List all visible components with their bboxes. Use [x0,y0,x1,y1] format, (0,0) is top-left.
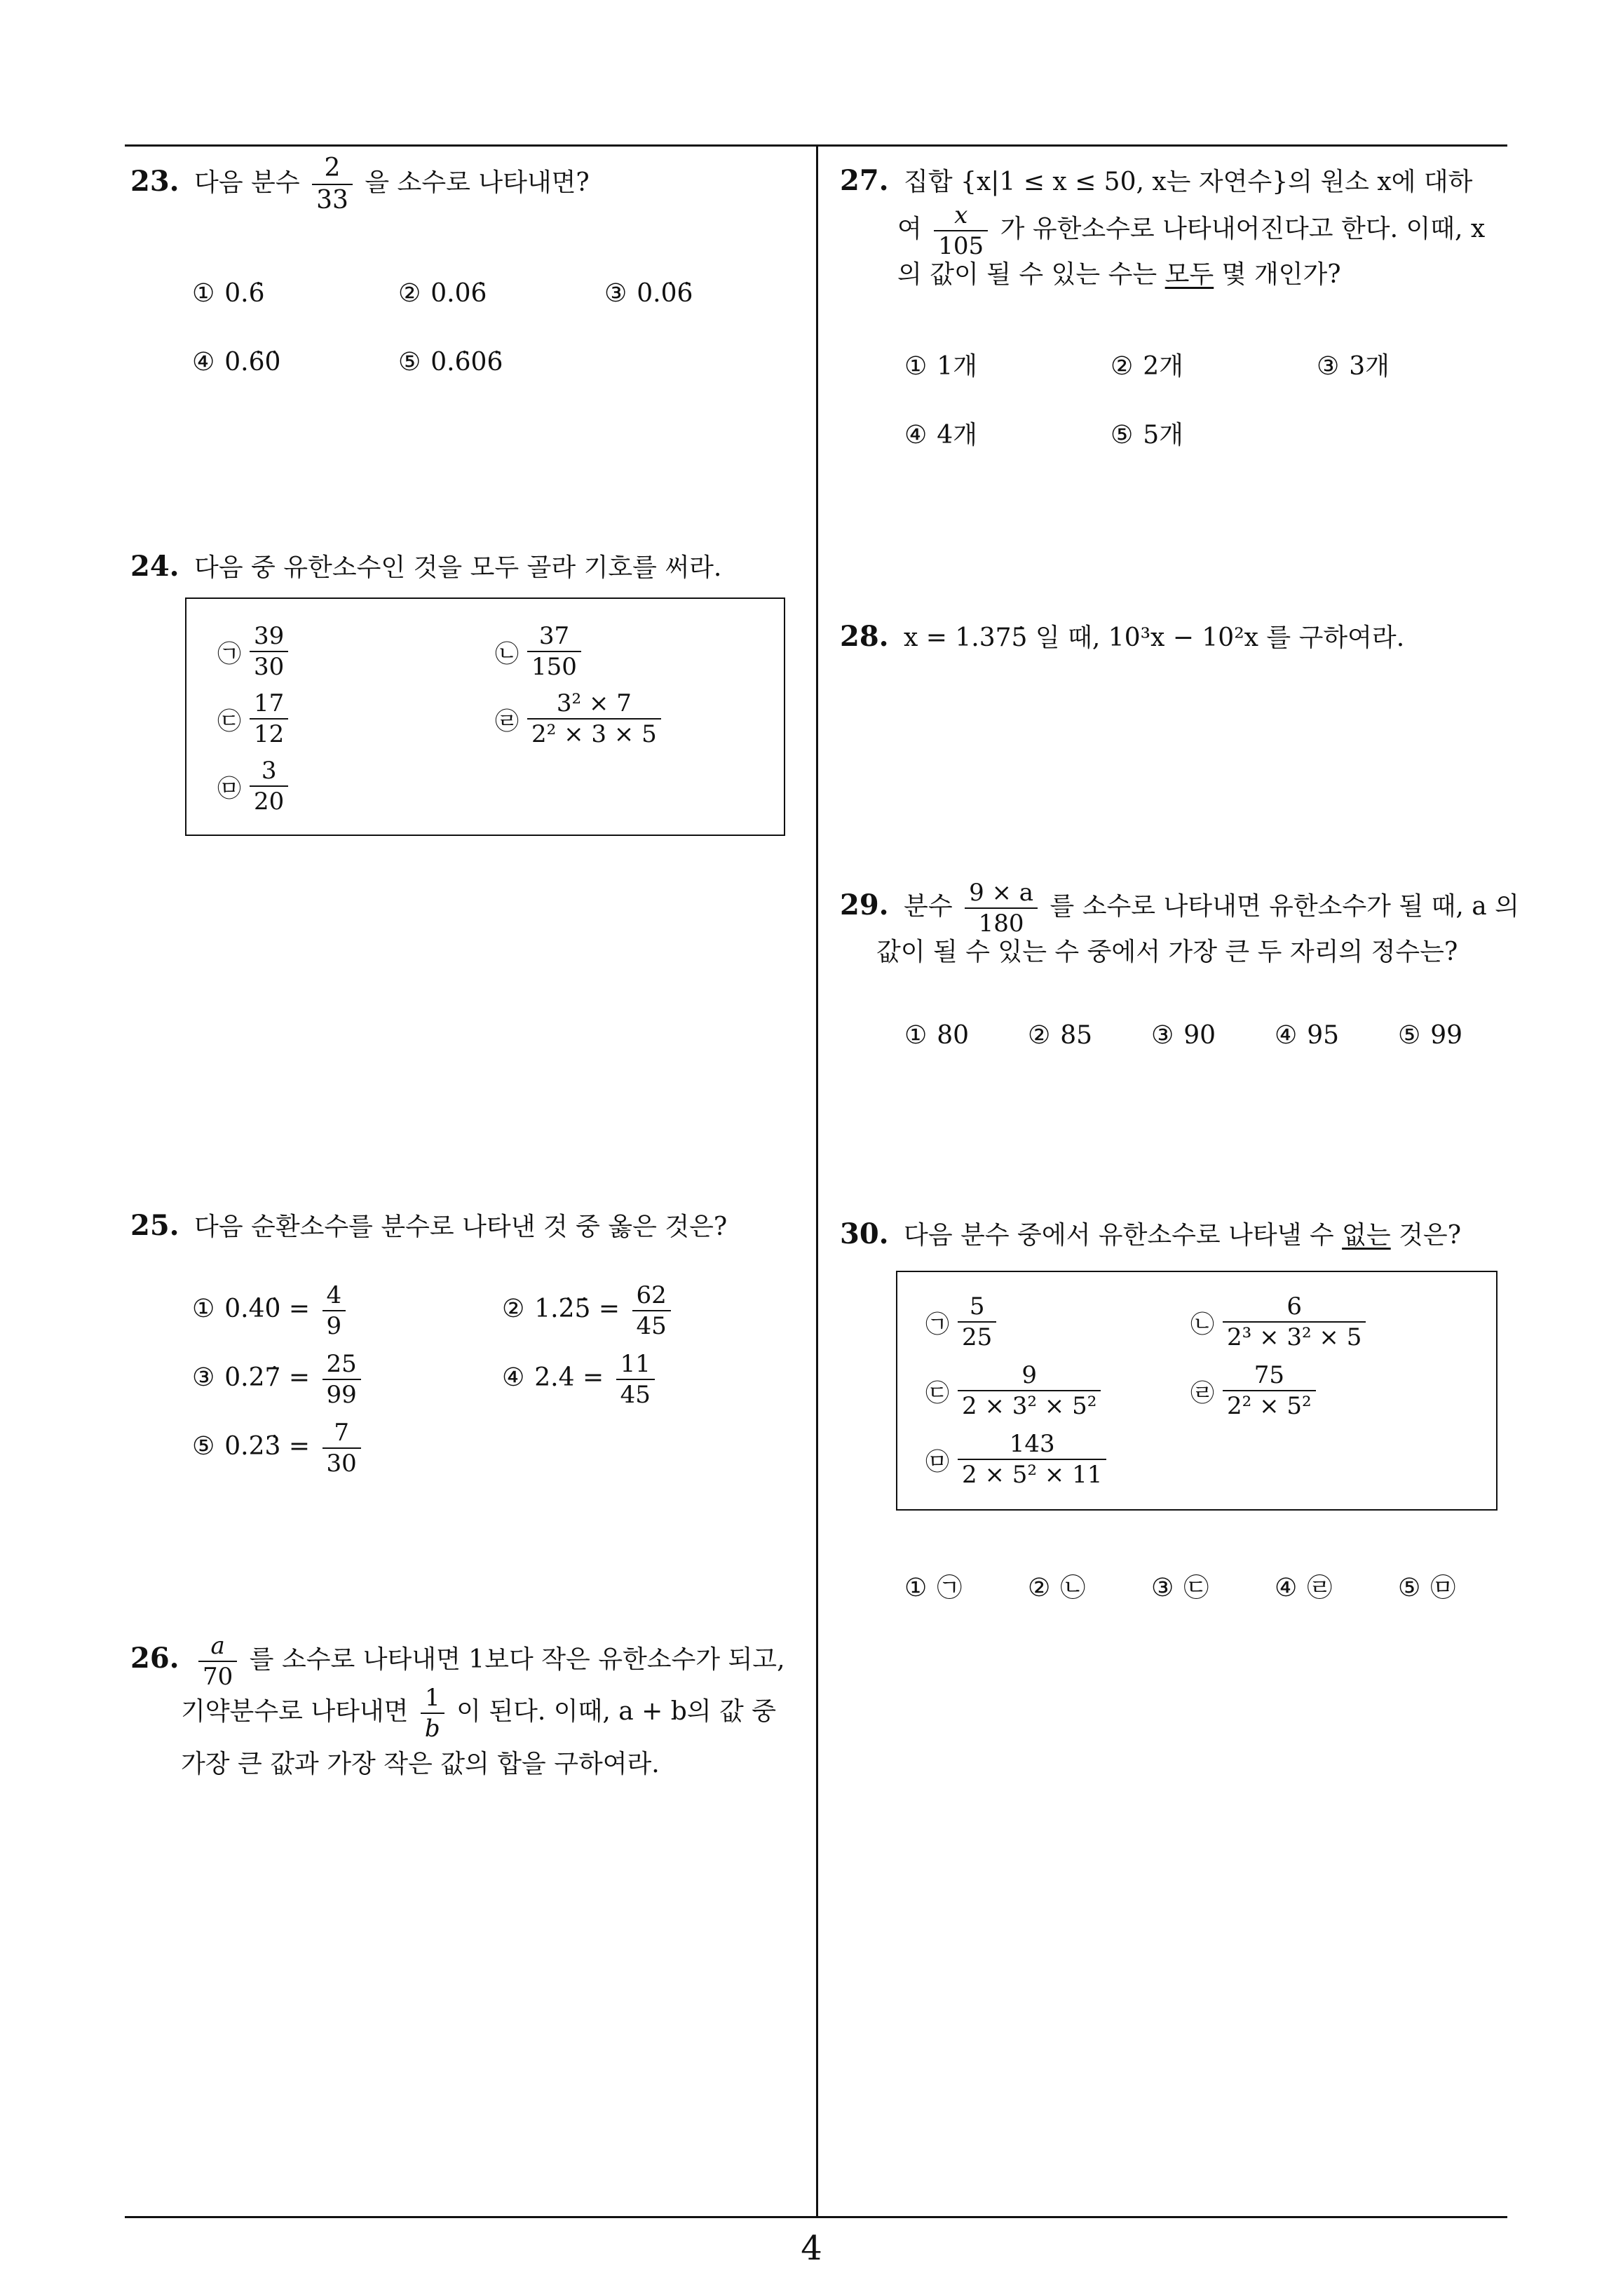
question-number: 28. [840,620,889,653]
fraction [250,757,288,816]
choice-item-a [925,1292,1000,1351]
denominator: 45 [620,1381,651,1409]
numerator: 9 [958,1363,1101,1391]
fraction [1223,1292,1366,1351]
option-value: 80 [937,1021,970,1050]
option-marker: ⑤ [1398,1574,1421,1602]
option-marker: ⑤ [1398,1021,1421,1050]
option-value: 85 [1060,1021,1093,1050]
choice-label: ㉣ [1190,1379,1214,1407]
numerator: 3 [250,759,288,787]
fraction [616,1352,655,1407]
numerator: 1 [421,1686,444,1714]
option-5[interactable] [398,348,503,377]
option-1[interactable] [192,279,265,308]
option-expression: 1.2̇5̇ = [534,1295,620,1323]
denominator: b [424,1715,440,1743]
fraction [250,691,288,746]
numerator: 62 [632,1283,671,1311]
question-text: 을 소수로 나타내면? [365,168,590,197]
choice-label: ㉡ [1190,1310,1214,1339]
numerator: a [198,1634,237,1662]
denominator: 2² × 3 × 5 [531,720,657,748]
option-3[interactable] [1317,346,1390,382]
option-1[interactable] [192,1283,350,1338]
option-value: 0.6̇06̇ [430,348,503,377]
question-text: 다음 중 유한소수인 것을 모두 골라 기호를 써라. [194,553,722,582]
question-25-stem [130,1203,727,1250]
question-text: 기약분수로 나타내면 [181,1697,409,1726]
option-value: 90 [1183,1021,1216,1050]
choice-item-c [217,691,292,746]
denominator: 99 [326,1381,357,1409]
question-text: 이 된다. 이때, a + b의 값 중 [456,1697,776,1726]
option-marker: ① [192,279,215,308]
choice-item-a [217,624,292,679]
choice-item-c [925,1363,1105,1418]
choice-item-b [495,624,585,679]
option-marker: ③ [604,279,627,308]
fraction [312,156,353,213]
option-value: 4개 [937,421,977,450]
fraction [958,1432,1106,1487]
numerator: 11 [616,1352,655,1380]
option-marker: ② [1028,1021,1051,1050]
denominator: 2 × 5² × 11 [962,1461,1103,1489]
option-marker: ① [904,352,928,381]
underlined-text: 없는 [1342,1221,1391,1250]
fraction [322,1283,346,1338]
page-number: 4 [801,2229,822,2268]
fraction [965,881,1038,936]
choice-box [185,597,785,836]
question-text: 분수 [904,892,953,921]
question-text: 몇 개인가? [1221,260,1341,289]
option-marker: ② [398,279,421,308]
numerator: 7 [322,1421,361,1449]
question-text: 여 [897,215,922,243]
denominator: 2 × 3² × 5² [962,1392,1097,1420]
question-text: 가장 큰 값과 가장 작은 값의 합을 구하여라. [181,1750,660,1778]
option-5[interactable] [1111,415,1183,451]
question-28-stem [840,614,1404,661]
denominator: 150 [531,653,577,681]
denominator: 30 [326,1450,357,1478]
option-marker: ② [1111,352,1134,381]
option-3[interactable] [604,279,693,308]
option-value: 2개 [1143,352,1183,381]
option-marker: ① [904,1021,928,1050]
option-expression: 0.27̇ = [224,1363,311,1392]
question-number: 25. [130,1209,179,1242]
question-number: 23. [130,165,179,198]
choice-item-e [925,1432,1111,1487]
numerator: 37 [527,624,581,652]
denominator: 25 [962,1323,993,1351]
option-marker: ③ [1151,1021,1174,1050]
numerator: 25 [322,1352,361,1380]
option-value: 0.0̇6̇ [637,279,693,308]
numerator: 6 [1223,1295,1366,1323]
option-expression: 0.4̇0̇ = [224,1295,311,1323]
underlined-text: 모두 [1164,260,1214,289]
denominator: 30 [254,653,285,681]
option-value: 0.6̇0̇ [224,348,281,377]
denominator: 33 [316,186,348,215]
question-text: 다음 분수 중에서 유한소수로 나타낼 수 [904,1221,1334,1250]
choice-label: ㉤ [217,774,241,803]
numerator: 5 [958,1295,996,1323]
question-29-line-1 [840,881,1519,936]
option-value: ㉠ [937,1574,963,1602]
choice-label: ㉤ [925,1447,949,1476]
option-marker: ④ [1275,1021,1298,1050]
option-value: 3개 [1349,352,1390,381]
option-5[interactable] [1398,1021,1462,1050]
option-value: ㉡ [1060,1574,1086,1602]
option-5[interactable] [1398,1568,1455,1604]
question-27-line-2 [897,203,1485,258]
fraction [632,1283,671,1338]
choice-label: ㉡ [495,640,519,668]
option-marker: ③ [1151,1574,1174,1602]
option-value: ㉤ [1430,1574,1456,1602]
denominator: 45 [636,1312,667,1340]
option-marker: ④ [192,348,215,377]
question-text: 를 소수로 나타내면 유한소수가 될 때, a 의 [1050,892,1519,921]
question-text: x = 1.375̇ 일 때, 10³x − 10²x 를 구하여라. [904,623,1405,652]
option-marker: ④ [1275,1574,1298,1602]
question-number: 29. [840,889,889,921]
option-value: 95 [1307,1021,1340,1050]
option-value: 5개 [1143,421,1183,450]
question-text: 를 소수로 나타내면 1보다 작은 유한소수가 되고, [249,1645,785,1674]
option-marker: ② [1028,1574,1051,1602]
option-4[interactable] [192,348,280,377]
fraction [958,1363,1101,1418]
numerator: 2 [312,156,353,185]
numerator: 143 [958,1432,1106,1460]
numerator: 3² × 7 [527,691,661,720]
choice-label: ㉣ [495,707,519,736]
option-1[interactable] [904,1021,969,1050]
option-marker: ① [192,1295,215,1323]
fraction [527,624,581,679]
fraction [322,1419,361,1478]
option-marker: ⑤ [192,1432,215,1461]
question-29-line-2 [876,930,1458,975]
option-value: 0.06̇ [430,279,487,308]
question-text: 것은? [1399,1221,1462,1250]
denominator: 20 [254,788,285,816]
numerator: 75 [1223,1363,1316,1391]
choice-label: ㉠ [217,640,241,668]
bottom-rule [125,2216,1507,2218]
choice-item-d [495,691,665,746]
option-1[interactable] [904,1568,962,1604]
option-expression: 0.23̇ = [224,1432,311,1461]
option-3[interactable] [1151,1568,1209,1604]
question-26-line-2 [181,1686,776,1741]
fraction [958,1292,996,1351]
fraction [934,203,988,258]
option-4[interactable] [1275,1568,1332,1604]
question-text: 가 유한소수로 나타내어진다고 한다. 이때, x [1000,215,1486,243]
question-text: 다음 분수 [194,168,300,197]
numerator: 9 × a [965,881,1038,909]
option-2[interactable] [1028,1568,1085,1604]
choice-label: ㉠ [925,1310,949,1339]
denominator: 9 [326,1312,342,1340]
question-30-stem [840,1212,1461,1258]
option-marker: ④ [502,1363,525,1392]
option-value: 1개 [937,352,977,381]
question-24-stem [130,544,721,590]
question-26-line-1 [130,1634,785,1689]
fraction [421,1686,444,1741]
fraction [250,624,288,679]
fraction [527,691,661,746]
option-2[interactable] [502,1283,675,1338]
numerator: 39 [250,624,288,652]
fraction [198,1634,237,1689]
fraction [1223,1363,1316,1418]
choice-label: ㉢ [217,707,241,736]
option-2[interactable] [398,279,487,308]
option-value: 0.6̇ [224,279,265,308]
numerator: x [934,203,988,231]
denominator: 180 [978,910,1024,938]
question-23-stem [130,156,590,213]
numerator: 17 [250,691,288,720]
option-3[interactable] [192,1352,365,1407]
choice-item-d [1190,1363,1320,1418]
option-value: 99 [1430,1021,1463,1050]
question-text: 집합 {x|1 ≤ x ≤ 50, x는 자연수}의 원소 x에 대하 [904,168,1473,196]
denominator: 2³ × 3² × 5 [1227,1323,1362,1351]
option-2[interactable] [1028,1021,1092,1050]
denominator: 70 [203,1663,233,1691]
option-4[interactable] [1275,1021,1339,1050]
numerator: 4 [322,1283,346,1311]
question-text: 다음 순환소수를 분수로 나타낸 것 중 옳은 것은? [194,1213,728,1241]
option-marker: ④ [904,421,928,450]
question-27-line-3 [897,252,1341,297]
option-marker: ③ [1317,352,1340,381]
option-marker: ③ [192,1363,215,1392]
option-marker: ② [502,1295,525,1323]
question-text: 값이 될 수 있는 수 중에서 가장 큰 두 자리의 정수는? [876,938,1458,966]
question-text: 의 값이 될 수 있는 수는 [897,260,1157,289]
option-1[interactable] [904,346,977,382]
denominator: 12 [254,720,285,748]
question-27-line-1 [840,158,1472,205]
option-expression: 2.4̇ = [534,1363,604,1392]
option-marker: ⑤ [398,348,421,377]
option-value: ㉢ [1183,1574,1209,1602]
option-3[interactable] [1151,1021,1216,1050]
option-value: ㉣ [1307,1574,1333,1602]
choice-item-b [1190,1292,1370,1351]
option-marker: ① [904,1574,928,1602]
option-4[interactable] [904,415,977,451]
question-number: 24. [130,550,179,583]
denominator: 2² × 5² [1227,1392,1312,1420]
question-26-line-3 [181,1742,660,1787]
option-2[interactable] [1111,346,1183,382]
question-number: 26. [130,1642,179,1675]
denominator: 105 [938,232,984,260]
choice-box [896,1271,1498,1511]
option-marker: ⑤ [1111,421,1134,450]
choice-label: ㉢ [925,1379,949,1407]
option-4[interactable] [502,1352,659,1407]
question-number: 27. [840,164,889,197]
option-5[interactable] [192,1419,365,1478]
fraction [322,1352,361,1407]
choice-item-e [217,757,292,816]
question-number: 30. [840,1217,889,1250]
column-divider [816,144,818,2218]
